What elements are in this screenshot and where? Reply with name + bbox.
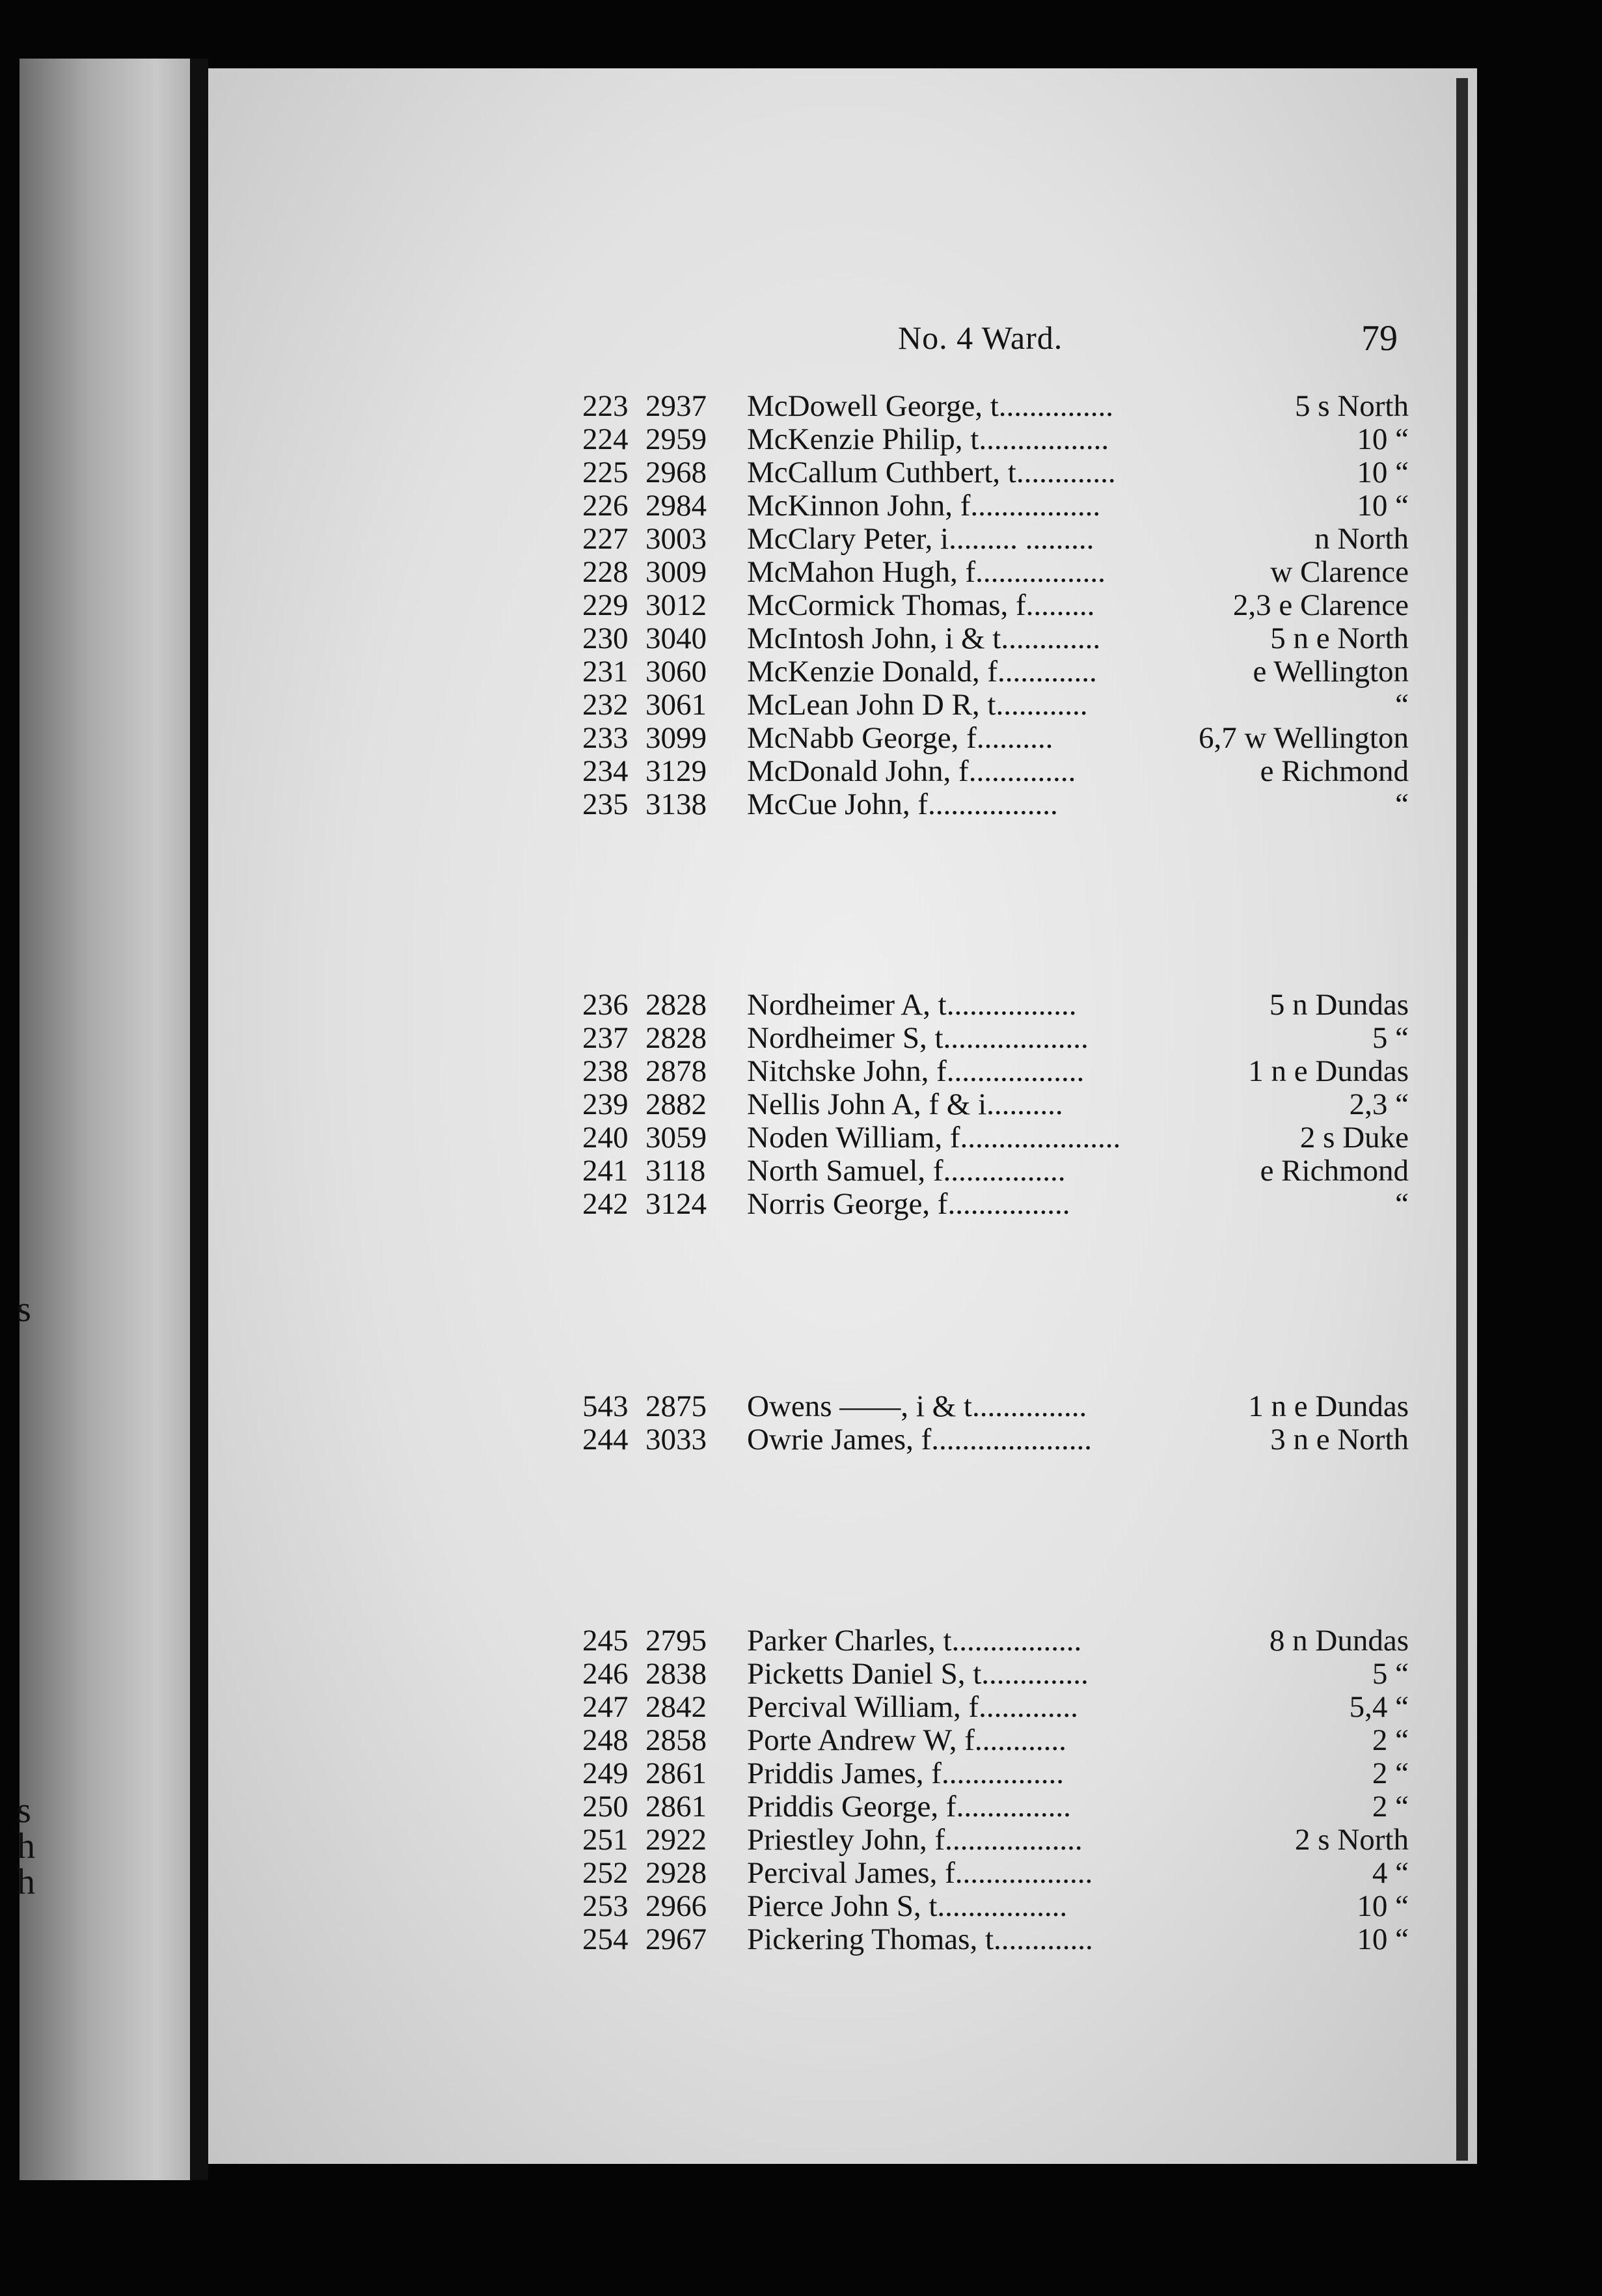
assessment-number: 2838 xyxy=(645,1657,707,1691)
table-row xyxy=(208,1889,1445,1923)
assessment-number: 2828 xyxy=(645,1021,707,1055)
assessment-number: 3124 xyxy=(645,1187,707,1221)
assessment-number: 3129 xyxy=(645,754,707,788)
resident-name: McKenzie Donald, f............. xyxy=(747,655,1097,689)
entry-number: 231 xyxy=(582,655,629,689)
assessment-number: 2861 xyxy=(645,1756,707,1790)
table-row xyxy=(208,1423,1445,1456)
assessment-number: 2968 xyxy=(645,456,707,489)
resident-name: McCue John, f................. xyxy=(747,787,1058,821)
entry-number: 224 xyxy=(582,422,629,456)
table-row xyxy=(208,1087,1445,1121)
assessment-number: 2959 xyxy=(645,422,707,456)
table-row xyxy=(208,988,1445,1022)
table-row xyxy=(208,489,1445,523)
entry-number: 249 xyxy=(582,1756,629,1790)
table-row xyxy=(208,1154,1445,1188)
street-location: 2 “ xyxy=(1372,1790,1409,1824)
table-row xyxy=(208,588,1445,622)
assessment-number: 3009 xyxy=(645,555,707,589)
resident-name: Nitchske John, f.................. xyxy=(747,1054,1085,1088)
street-location: 10 “ xyxy=(1357,1889,1409,1923)
entry-number: 252 xyxy=(582,1856,629,1890)
table-row xyxy=(208,655,1445,689)
assessment-number: 2875 xyxy=(645,1389,707,1423)
street-location: 10 “ xyxy=(1357,1922,1409,1956)
table-row xyxy=(208,389,1445,423)
table-row xyxy=(208,555,1445,589)
street-location: 4 “ xyxy=(1372,1856,1409,1890)
table-row xyxy=(208,1657,1445,1691)
table-row xyxy=(208,1823,1445,1857)
resident-name: Priddis George, f............... xyxy=(747,1790,1071,1824)
street-location: 10 “ xyxy=(1357,422,1409,456)
entry-number: 237 xyxy=(582,1021,629,1055)
assessment-number: 2828 xyxy=(645,988,707,1022)
resident-name: McNabb George, f.......... xyxy=(747,721,1053,755)
street-location: 5 s North xyxy=(1295,389,1409,423)
table-row xyxy=(208,787,1445,821)
resident-name: Nordheimer S, t................... xyxy=(747,1021,1089,1055)
street-location: 6,7 w Wellington xyxy=(1198,721,1409,755)
street-location: 2 “ xyxy=(1372,1723,1409,1757)
page-title: No. 4 Ward. xyxy=(898,320,1063,356)
assessment-number: 2795 xyxy=(645,1624,707,1658)
resident-name: North Samuel, f................ xyxy=(747,1154,1066,1188)
entry-number: 232 xyxy=(582,688,629,722)
resident-name: McMahon Hugh, f................. xyxy=(747,555,1106,589)
entry-number: 233 xyxy=(582,721,629,755)
entry-number: 234 xyxy=(582,754,629,788)
table-row xyxy=(208,688,1445,722)
entry-number: 223 xyxy=(582,389,629,423)
assessment-number: 2937 xyxy=(645,389,707,423)
resident-name: McCormick Thomas, f......... xyxy=(747,588,1095,622)
street-location: 2 “ xyxy=(1372,1756,1409,1790)
street-location: 2,3 “ xyxy=(1349,1087,1409,1121)
resident-name: Nellis John A, f & i.......... xyxy=(747,1087,1063,1121)
resident-name: McDowell George, t............... xyxy=(747,389,1114,423)
resident-name: Owrie James, f..................... xyxy=(747,1423,1092,1456)
book-gutter xyxy=(190,59,208,2180)
table-row xyxy=(208,622,1445,655)
assessment-number: 3059 xyxy=(645,1121,707,1155)
table-row xyxy=(208,1756,1445,1790)
resident-name: Percival William, f............. xyxy=(747,1690,1078,1724)
street-location: 10 “ xyxy=(1357,456,1409,489)
table-row xyxy=(208,422,1445,456)
table-row xyxy=(208,721,1445,755)
entry-number: 242 xyxy=(582,1187,629,1221)
resident-name: Priestley John, f.................. xyxy=(747,1823,1083,1857)
resident-name: Porte Andrew W, f............ xyxy=(747,1723,1066,1757)
street-location: e Richmond xyxy=(1260,1154,1409,1188)
table-row xyxy=(208,1922,1445,1956)
entry-number: 226 xyxy=(582,489,629,523)
table-row xyxy=(208,456,1445,489)
entry-number: 246 xyxy=(582,1657,629,1691)
directory-page xyxy=(208,68,1477,2164)
assessment-number: 2984 xyxy=(645,489,707,523)
facing-page-fragment: h xyxy=(17,1862,35,1902)
street-location: 3 n e North xyxy=(1270,1423,1409,1456)
entry-number: 254 xyxy=(582,1922,629,1956)
assessment-number: 3118 xyxy=(645,1154,706,1188)
page-edge-shadow xyxy=(1456,78,1468,2161)
table-row xyxy=(208,1723,1445,1757)
resident-name: Norris George, f................ xyxy=(747,1187,1070,1221)
street-location: 5 n Dundas xyxy=(1269,988,1409,1022)
table-row xyxy=(208,1389,1445,1423)
facing-page-fragment: s xyxy=(17,1790,31,1831)
street-location: 2,3 e Clarence xyxy=(1232,588,1409,622)
assessment-number: 2967 xyxy=(645,1922,707,1956)
assessment-number: 3060 xyxy=(645,655,707,689)
table-row xyxy=(208,1690,1445,1724)
entry-number: 543 xyxy=(582,1389,629,1423)
table-row xyxy=(208,1624,1445,1658)
street-location: 2 s Duke xyxy=(1299,1121,1409,1155)
table-row xyxy=(208,522,1445,556)
facing-page-fragment: h xyxy=(17,1826,35,1866)
entry-number: 253 xyxy=(582,1889,629,1923)
street-location: 8 n Dundas xyxy=(1269,1624,1409,1658)
street-location: n North xyxy=(1314,522,1409,556)
street-location: 2 s North xyxy=(1295,1823,1409,1857)
table-row xyxy=(208,1054,1445,1088)
entry-number: 247 xyxy=(582,1690,629,1724)
assessment-number: 2922 xyxy=(645,1823,707,1857)
street-location: w Clarence xyxy=(1270,555,1409,589)
street-location: “ xyxy=(1395,787,1409,821)
assessment-number: 2882 xyxy=(645,1087,707,1121)
entry-number: 228 xyxy=(582,555,629,589)
entry-number: 251 xyxy=(582,1823,629,1857)
resident-name: McClary Peter, i......... ......... xyxy=(747,522,1094,556)
entry-number: 225 xyxy=(582,456,629,489)
facing-page-fragment: s xyxy=(17,1289,31,1330)
assessment-number: 3003 xyxy=(645,522,707,556)
resident-name: Owens ——, i & t............... xyxy=(747,1389,1087,1423)
facing-page-edge xyxy=(17,59,190,2180)
assessment-number: 2861 xyxy=(645,1790,707,1824)
page-number: 79 xyxy=(1361,318,1398,359)
resident-name: McDonald John, f.............. xyxy=(747,754,1076,788)
assessment-number: 2966 xyxy=(645,1889,707,1923)
entry-number: 229 xyxy=(582,588,629,622)
street-location: 10 “ xyxy=(1357,489,1409,523)
assessment-number: 2858 xyxy=(645,1723,707,1757)
street-location: e Richmond xyxy=(1260,754,1409,788)
street-location: e Wellington xyxy=(1253,655,1409,689)
table-row xyxy=(208,1021,1445,1055)
resident-name: Pickering Thomas, t............. xyxy=(747,1922,1093,1956)
assessment-number: 3040 xyxy=(645,622,707,655)
assessment-number: 2878 xyxy=(645,1054,707,1088)
resident-name: McKinnon John, f................. xyxy=(747,489,1101,523)
street-location: 5,4 “ xyxy=(1349,1690,1409,1724)
resident-name: Pierce John S, t................. xyxy=(747,1889,1068,1923)
resident-name: Picketts Daniel S, t.............. xyxy=(747,1657,1089,1691)
assessment-number: 2842 xyxy=(645,1690,707,1724)
street-location: “ xyxy=(1395,688,1409,722)
resident-name: McCallum Cuthbert, t............. xyxy=(747,456,1116,489)
table-row xyxy=(208,1121,1445,1155)
entry-number: 238 xyxy=(582,1054,629,1088)
entry-number: 245 xyxy=(582,1624,629,1658)
entry-number: 230 xyxy=(582,622,629,655)
resident-name: McLean John D R, t............ xyxy=(747,688,1088,722)
entry-number: 240 xyxy=(582,1121,629,1155)
table-row xyxy=(208,1790,1445,1824)
resident-name: Percival James, f.................. xyxy=(747,1856,1093,1890)
resident-name: Priddis James, f................ xyxy=(747,1756,1064,1790)
entry-number: 235 xyxy=(582,787,629,821)
street-location: 5 “ xyxy=(1372,1657,1409,1691)
table-row xyxy=(208,1187,1445,1221)
resident-name: McIntosh John, i & t............. xyxy=(747,622,1101,655)
street-location: 5 “ xyxy=(1372,1021,1409,1055)
resident-name: Parker Charles, t................. xyxy=(747,1624,1082,1658)
table-row xyxy=(208,754,1445,788)
entry-number: 227 xyxy=(582,522,629,556)
assessment-number: 3061 xyxy=(645,688,707,722)
entry-number: 241 xyxy=(582,1154,629,1188)
street-location: 5 n e North xyxy=(1270,622,1409,655)
street-location: 1 n e Dundas xyxy=(1248,1054,1409,1088)
entry-number: 244 xyxy=(582,1423,629,1456)
entry-number: 248 xyxy=(582,1723,629,1757)
assessment-number: 3138 xyxy=(645,787,707,821)
assessment-number: 2928 xyxy=(645,1856,707,1890)
entry-number: 250 xyxy=(582,1790,629,1824)
resident-name: Noden William, f..................... xyxy=(747,1121,1121,1155)
resident-name: McKenzie Philip, t................. xyxy=(747,422,1109,456)
street-location: 1 n e Dundas xyxy=(1248,1389,1409,1423)
assessment-number: 3033 xyxy=(645,1423,707,1456)
entry-number: 236 xyxy=(582,988,629,1022)
entry-number: 239 xyxy=(582,1087,629,1121)
assessment-number: 3012 xyxy=(645,588,707,622)
street-location: “ xyxy=(1395,1187,1409,1221)
table-row xyxy=(208,1856,1445,1890)
resident-name: Nordheimer A, t................. xyxy=(747,988,1077,1022)
assessment-number: 3099 xyxy=(645,721,707,755)
